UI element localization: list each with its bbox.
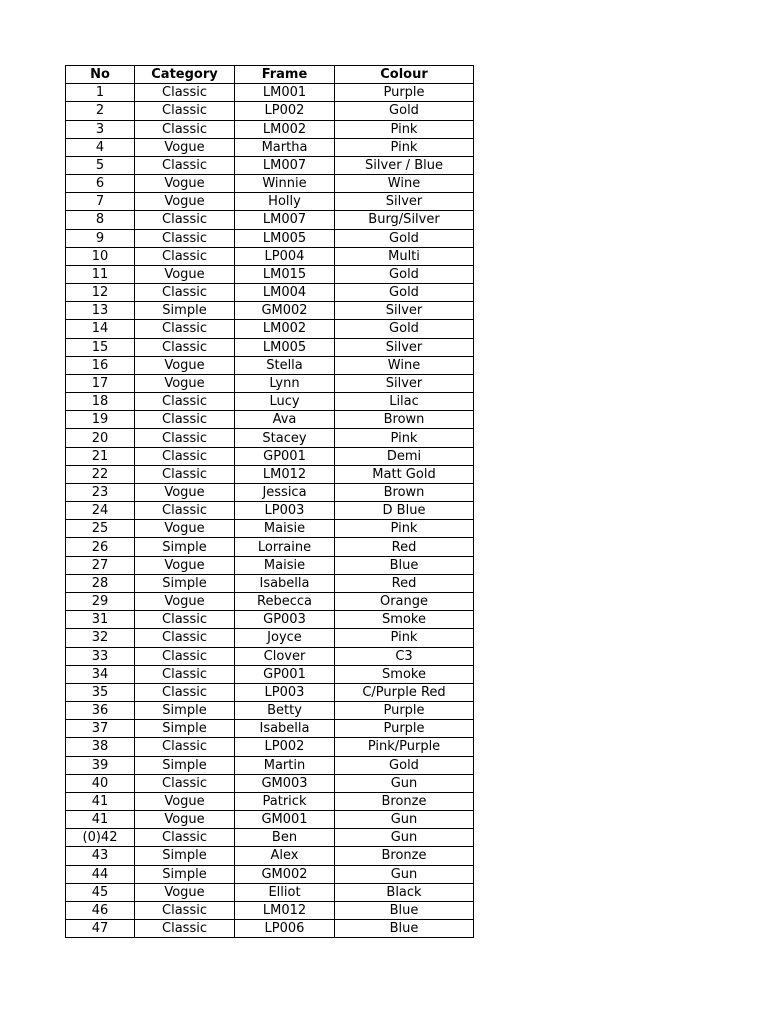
- cell-no: 35: [66, 683, 135, 701]
- cell-no: 41: [66, 811, 135, 829]
- cell-colour: Gun: [335, 829, 474, 847]
- table-row: [66, 556, 474, 574]
- cell-no: 8: [66, 211, 135, 229]
- cell-frame: Joyce: [235, 629, 335, 647]
- cell-colour: Blue: [335, 556, 474, 574]
- cell-colour: Silver: [335, 338, 474, 356]
- cell-frame: GM003: [235, 774, 335, 792]
- table-row: [66, 247, 474, 265]
- cell-no: 33: [66, 647, 135, 665]
- table-row: [66, 465, 474, 483]
- header-no: No: [66, 66, 135, 84]
- cell-frame: GP003: [235, 611, 335, 629]
- cell-frame: Rebecca: [235, 592, 335, 610]
- table-row: [66, 338, 474, 356]
- cell-category: Classic: [135, 320, 235, 338]
- cell-no: 32: [66, 629, 135, 647]
- table-row: [66, 265, 474, 283]
- cell-frame: LM007: [235, 156, 335, 174]
- table-row: [66, 683, 474, 701]
- cell-colour: Orange: [335, 592, 474, 610]
- cell-no: 37: [66, 720, 135, 738]
- cell-frame: Winnie: [235, 175, 335, 193]
- table-row: [66, 356, 474, 374]
- table-row: [66, 829, 474, 847]
- cell-frame: LM012: [235, 465, 335, 483]
- cell-category: Classic: [135, 156, 235, 174]
- cell-colour: C/Purple Red: [335, 683, 474, 701]
- cell-colour: Gun: [335, 811, 474, 829]
- cell-category: Classic: [135, 611, 235, 629]
- cell-no: 7: [66, 193, 135, 211]
- cell-frame: Stacey: [235, 429, 335, 447]
- table-row: [66, 429, 474, 447]
- cell-no: 22: [66, 465, 135, 483]
- cell-frame: LM005: [235, 229, 335, 247]
- cell-no: 39: [66, 756, 135, 774]
- cell-colour: C3: [335, 647, 474, 665]
- cell-category: Vogue: [135, 374, 235, 392]
- cell-frame: Ava: [235, 411, 335, 429]
- cell-no: 38: [66, 738, 135, 756]
- cell-frame: Lynn: [235, 374, 335, 392]
- cell-frame: GM002: [235, 302, 335, 320]
- cell-colour: Purple: [335, 720, 474, 738]
- table-row: [66, 320, 474, 338]
- cell-frame: Martin: [235, 756, 335, 774]
- table-row: [66, 865, 474, 883]
- cell-no: 25: [66, 520, 135, 538]
- table-row: [66, 483, 474, 501]
- cell-category: Classic: [135, 393, 235, 411]
- cell-colour: Gold: [335, 265, 474, 283]
- table-row: [66, 84, 474, 102]
- table-row: [66, 592, 474, 610]
- cell-colour: Silver / Blue: [335, 156, 474, 174]
- table-row: [66, 720, 474, 738]
- table-row: [66, 302, 474, 320]
- cell-colour: Pink: [335, 120, 474, 138]
- cell-no: 12: [66, 284, 135, 302]
- table-row: [66, 374, 474, 392]
- cell-category: Classic: [135, 211, 235, 229]
- cell-category: Classic: [135, 901, 235, 919]
- cell-frame: LP003: [235, 502, 335, 520]
- header-row: [66, 66, 474, 84]
- table-row: [66, 629, 474, 647]
- cell-no: 28: [66, 574, 135, 592]
- cell-no: 18: [66, 393, 135, 411]
- table-row: [66, 156, 474, 174]
- cell-frame: Lorraine: [235, 538, 335, 556]
- cell-category: Classic: [135, 502, 235, 520]
- cell-frame: LP002: [235, 738, 335, 756]
- cell-no: 10: [66, 247, 135, 265]
- cell-colour: Blue: [335, 901, 474, 919]
- cell-no: 19: [66, 411, 135, 429]
- cell-frame: Martha: [235, 138, 335, 156]
- cell-frame: LM002: [235, 120, 335, 138]
- cell-colour: Gun: [335, 774, 474, 792]
- cell-frame: LM001: [235, 84, 335, 102]
- cell-frame: GP001: [235, 447, 335, 465]
- cell-no: 11: [66, 265, 135, 283]
- cell-frame: Isabella: [235, 574, 335, 592]
- cell-no: 44: [66, 865, 135, 883]
- table-row: [66, 665, 474, 683]
- table-row: [66, 502, 474, 520]
- cell-colour: Red: [335, 538, 474, 556]
- cell-frame: GP001: [235, 665, 335, 683]
- cell-category: Classic: [135, 647, 235, 665]
- cell-no: 5: [66, 156, 135, 174]
- cell-category: Vogue: [135, 193, 235, 211]
- cell-frame: LP006: [235, 920, 335, 938]
- cell-category: Classic: [135, 738, 235, 756]
- cell-frame: Clover: [235, 647, 335, 665]
- cell-category: Vogue: [135, 175, 235, 193]
- table-row: [66, 393, 474, 411]
- table-row: [66, 774, 474, 792]
- table-row: [66, 847, 474, 865]
- cell-colour: Pink: [335, 629, 474, 647]
- table-row: [66, 411, 474, 429]
- cell-colour: Burg/Silver: [335, 211, 474, 229]
- cell-no: 2: [66, 102, 135, 120]
- cell-no: (0)42: [66, 829, 135, 847]
- cell-category: Classic: [135, 683, 235, 701]
- cell-no: 29: [66, 592, 135, 610]
- cell-no: 46: [66, 901, 135, 919]
- cell-frame: Maisie: [235, 556, 335, 574]
- cell-colour: D Blue: [335, 502, 474, 520]
- cell-frame: LM015: [235, 265, 335, 283]
- cell-no: 4: [66, 138, 135, 156]
- cell-frame: GM002: [235, 865, 335, 883]
- cell-category: Classic: [135, 447, 235, 465]
- cell-category: Classic: [135, 920, 235, 938]
- cell-no: 15: [66, 338, 135, 356]
- cell-no: 16: [66, 356, 135, 374]
- cell-colour: Silver: [335, 193, 474, 211]
- cell-frame: Lucy: [235, 393, 335, 411]
- cell-no: 31: [66, 611, 135, 629]
- cell-category: Vogue: [135, 592, 235, 610]
- cell-category: Classic: [135, 829, 235, 847]
- table-row: [66, 702, 474, 720]
- cell-category: Classic: [135, 284, 235, 302]
- cell-category: Classic: [135, 84, 235, 102]
- cell-colour: Red: [335, 574, 474, 592]
- table-row: [66, 883, 474, 901]
- cell-frame: Stella: [235, 356, 335, 374]
- cell-colour: Gold: [335, 102, 474, 120]
- cell-category: Simple: [135, 756, 235, 774]
- cell-category: Classic: [135, 120, 235, 138]
- cell-frame: GM001: [235, 811, 335, 829]
- cell-colour: Wine: [335, 356, 474, 374]
- table-row: [66, 901, 474, 919]
- table-row: [66, 284, 474, 302]
- table-row: [66, 447, 474, 465]
- cell-colour: Pink: [335, 520, 474, 538]
- table-row: [66, 229, 474, 247]
- cell-frame: LM007: [235, 211, 335, 229]
- cell-category: Classic: [135, 411, 235, 429]
- table-row: [66, 211, 474, 229]
- cell-category: Classic: [135, 102, 235, 120]
- cell-colour: Pink/Purple: [335, 738, 474, 756]
- cell-category: Vogue: [135, 483, 235, 501]
- cell-category: Classic: [135, 229, 235, 247]
- cell-no: 47: [66, 920, 135, 938]
- cell-colour: Pink: [335, 429, 474, 447]
- cell-category: Classic: [135, 247, 235, 265]
- table-row: [66, 738, 474, 756]
- cell-no: 23: [66, 483, 135, 501]
- cell-no: 27: [66, 556, 135, 574]
- cell-category: Vogue: [135, 792, 235, 810]
- cell-frame: LM005: [235, 338, 335, 356]
- cell-frame: LM012: [235, 901, 335, 919]
- spreadsheet-page: [65, 65, 474, 938]
- cell-category: Classic: [135, 665, 235, 683]
- cell-colour: Purple: [335, 702, 474, 720]
- cell-colour: Blue: [335, 920, 474, 938]
- cell-category: Simple: [135, 720, 235, 738]
- cell-colour: Silver: [335, 374, 474, 392]
- cell-category: Classic: [135, 465, 235, 483]
- cell-colour: Black: [335, 883, 474, 901]
- cell-colour: Smoke: [335, 611, 474, 629]
- cell-colour: Brown: [335, 411, 474, 429]
- cell-category: Simple: [135, 865, 235, 883]
- frames-table: [65, 65, 474, 938]
- table-row: [66, 920, 474, 938]
- header-frame: Frame: [235, 66, 335, 84]
- cell-no: 43: [66, 847, 135, 865]
- cell-colour: Gold: [335, 756, 474, 774]
- table-row: [66, 792, 474, 810]
- cell-no: 24: [66, 502, 135, 520]
- cell-no: 1: [66, 84, 135, 102]
- header-category: Category: [135, 66, 235, 84]
- cell-frame: Maisie: [235, 520, 335, 538]
- cell-frame: LM004: [235, 284, 335, 302]
- cell-frame: Elliot: [235, 883, 335, 901]
- cell-category: Vogue: [135, 811, 235, 829]
- cell-no: 9: [66, 229, 135, 247]
- cell-colour: Brown: [335, 483, 474, 501]
- cell-no: 34: [66, 665, 135, 683]
- table-row: [66, 138, 474, 156]
- table-row: [66, 538, 474, 556]
- cell-frame: LM002: [235, 320, 335, 338]
- table-row: [66, 193, 474, 211]
- cell-frame: Holly: [235, 193, 335, 211]
- cell-colour: Demi: [335, 447, 474, 465]
- cell-category: Classic: [135, 629, 235, 647]
- cell-no: 45: [66, 883, 135, 901]
- cell-no: 20: [66, 429, 135, 447]
- cell-colour: Bronze: [335, 847, 474, 865]
- cell-frame: Patrick: [235, 792, 335, 810]
- cell-no: 40: [66, 774, 135, 792]
- cell-colour: Silver: [335, 302, 474, 320]
- table-row: [66, 175, 474, 193]
- header-colour: Colour: [335, 66, 474, 84]
- cell-frame: Jessica: [235, 483, 335, 501]
- cell-frame: LP002: [235, 102, 335, 120]
- cell-colour: Wine: [335, 175, 474, 193]
- cell-category: Vogue: [135, 265, 235, 283]
- cell-frame: Betty: [235, 702, 335, 720]
- cell-no: 21: [66, 447, 135, 465]
- table-row: [66, 611, 474, 629]
- cell-colour: Gold: [335, 320, 474, 338]
- cell-no: 26: [66, 538, 135, 556]
- cell-colour: Pink: [335, 138, 474, 156]
- cell-category: Vogue: [135, 556, 235, 574]
- cell-category: Simple: [135, 847, 235, 865]
- cell-no: 6: [66, 175, 135, 193]
- cell-category: Simple: [135, 302, 235, 320]
- cell-colour: Purple: [335, 84, 474, 102]
- cell-colour: Smoke: [335, 665, 474, 683]
- table-row: [66, 520, 474, 538]
- cell-colour: Gold: [335, 284, 474, 302]
- cell-colour: Gold: [335, 229, 474, 247]
- table-row: [66, 102, 474, 120]
- cell-frame: LP004: [235, 247, 335, 265]
- cell-category: Simple: [135, 574, 235, 592]
- cell-no: 36: [66, 702, 135, 720]
- cell-category: Vogue: [135, 883, 235, 901]
- cell-frame: Ben: [235, 829, 335, 847]
- cell-frame: LP003: [235, 683, 335, 701]
- cell-category: Simple: [135, 702, 235, 720]
- cell-category: Vogue: [135, 520, 235, 538]
- cell-category: Classic: [135, 429, 235, 447]
- table-row: [66, 647, 474, 665]
- cell-category: Classic: [135, 338, 235, 356]
- cell-no: 3: [66, 120, 135, 138]
- cell-colour: Matt Gold: [335, 465, 474, 483]
- cell-no: 17: [66, 374, 135, 392]
- cell-frame: Isabella: [235, 720, 335, 738]
- cell-no: 13: [66, 302, 135, 320]
- table-row: [66, 756, 474, 774]
- cell-category: Classic: [135, 774, 235, 792]
- table-row: [66, 811, 474, 829]
- table-row: [66, 574, 474, 592]
- cell-no: 41: [66, 792, 135, 810]
- cell-no: 14: [66, 320, 135, 338]
- cell-colour: Lilac: [335, 393, 474, 411]
- cell-category: Vogue: [135, 138, 235, 156]
- table-body: [66, 84, 474, 938]
- cell-colour: Gun: [335, 865, 474, 883]
- cell-frame: Alex: [235, 847, 335, 865]
- table-row: [66, 120, 474, 138]
- cell-category: Vogue: [135, 356, 235, 374]
- cell-colour: Bronze: [335, 792, 474, 810]
- cell-category: Simple: [135, 538, 235, 556]
- cell-colour: Multi: [335, 247, 474, 265]
